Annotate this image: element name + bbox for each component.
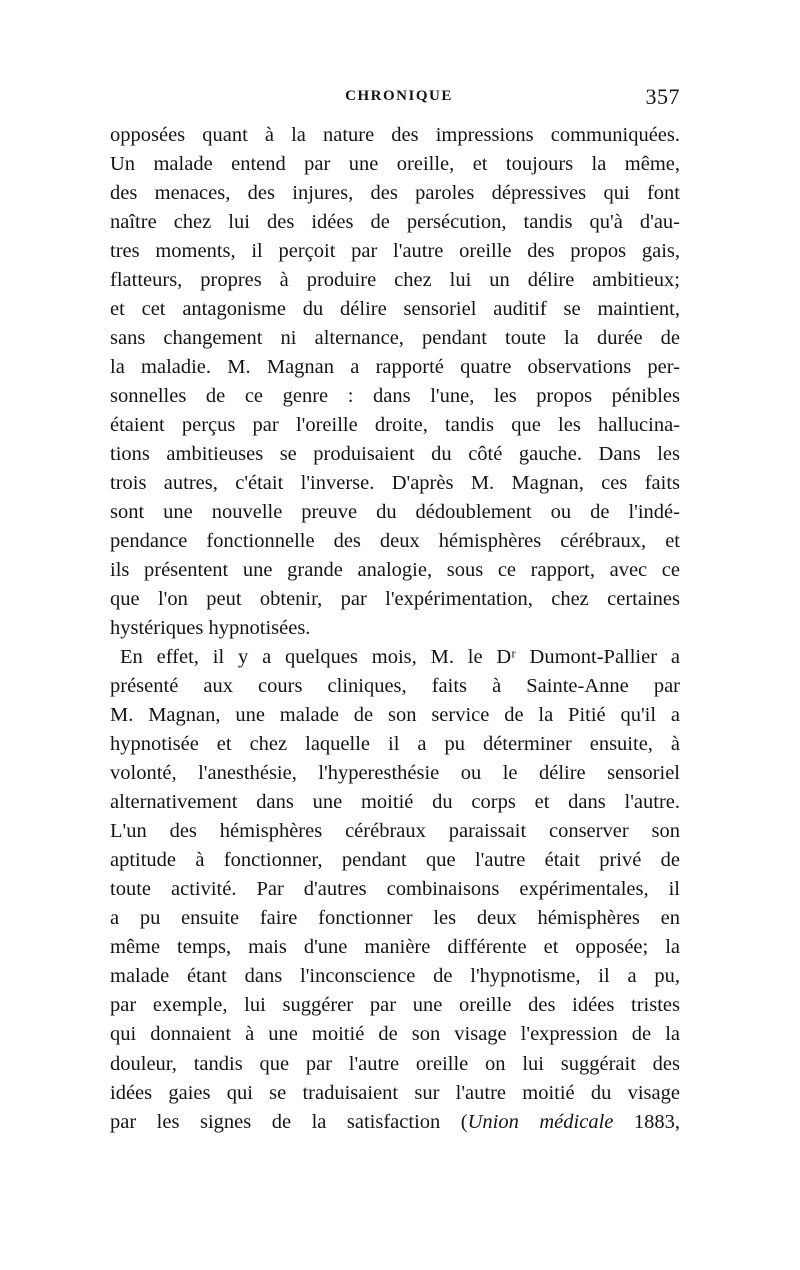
text-line: sans changement ni alternance, pendant toute la durée de — [110, 327, 680, 350]
text-line: toute activité. Par d'autres combinaisons expérimentales, il — [110, 878, 680, 901]
text-line: idées gaies qui se traduisaient sur l'autre moitié du visage — [110, 1081, 680, 1104]
text-line: sonnelles de ce genre : dans l'une, les propos pénibles — [110, 385, 680, 408]
text-line: tres moments, il perçoit par l'autre oreille des propos gais, — [110, 240, 680, 263]
text-line: malade étant dans l'inconscience de l'hypnotisme, il a pu, — [110, 965, 680, 988]
text-line: a pu ensuite faire fonctionner les deux hémisphères en — [110, 907, 680, 930]
text-line: que l'on peut obtenir, par l'expérimentation, chez certaines — [110, 588, 680, 611]
text-line: ils présentent une grande analogie, sous ce rapport, avec ce — [110, 559, 680, 582]
text-line: douleur, tandis que par l'autre oreille on lui suggérait des — [110, 1052, 680, 1075]
text-line: même temps, mais d'une manière différente et opposée; la — [110, 936, 680, 959]
final-line-start: par les signes de la satisfaction ( — [110, 1110, 468, 1133]
body-text — [110, 121, 680, 1137]
page-number: 357 — [645, 84, 680, 109]
text-line: volonté, l'anesthésie, l'hyperesthésie ou le délire sensoriel — [110, 762, 680, 785]
text-line: la maladie. M. Magnan a rapporté quatre observations per- — [110, 356, 680, 379]
text-line: hystériques hypnotisées. — [110, 617, 311, 640]
journal-title: Union médicale — [467, 1110, 614, 1133]
text-line: des menaces, des injures, des paroles dépressives qui font — [110, 182, 680, 205]
text-line: Un malade entend par une oreille, et toujours la même, — [110, 153, 680, 176]
text-line: aptitude à fonctionner, pendant que l'autre était privé de — [110, 849, 680, 872]
text-line: étaient perçus par l'oreille droite, tandis que les hallucina- — [110, 414, 680, 437]
text-line: sont une nouvelle preuve du dédoublement ou de l'indé- — [110, 501, 680, 524]
text-line: opposées quant à la nature des impressions communiquées. — [110, 124, 680, 146]
text-line: trois autres, c'était l'inverse. D'après M. Magnan, ces faits — [110, 472, 680, 495]
text-line: En effet, il y a quelques mois, M. le Dʳ Dumont-Pallier a — [120, 646, 680, 669]
final-line-end: 1883, — [613, 1110, 681, 1133]
text-line: flatteurs, propres à produire chez lui un délire ambitieux; — [110, 269, 680, 292]
text-line: présenté aux cours cliniques, faits à Sainte-Anne par — [110, 675, 680, 698]
running-head — [118, 84, 680, 114]
text-line: L'un des hémisphères cérébraux paraissait conserver son — [110, 820, 680, 843]
text-line: qui donnaient à une moitié de son visage l'expression de la — [110, 1023, 680, 1046]
text-line: par exemple, lui suggérer par une oreille des idées tristes — [110, 994, 680, 1017]
text-line: pendance fonctionnelle des deux hémisphères cérébraux, et — [110, 530, 680, 553]
text-line: alternativement dans une moitié du corps et dans l'autre. — [110, 791, 680, 814]
text-line: tions ambitieuses se produisaient du côté gauche. Dans les — [110, 443, 680, 466]
text-line: M. Magnan, une malade de son service de la Pitié qu'il a — [110, 704, 680, 727]
text-line-final — [110, 1108, 680, 1137]
text-line: naître chez lui des idées de persécution, tandis qu'à d'au- — [110, 211, 680, 234]
running-title: CHRONIQUE — [345, 88, 453, 104]
text-line: hypnotisée et chez laquelle il a pu déterminer ensuite, à — [110, 733, 680, 756]
text-line: et cet antagonisme du délire sensoriel auditif se maintient, — [110, 298, 680, 321]
